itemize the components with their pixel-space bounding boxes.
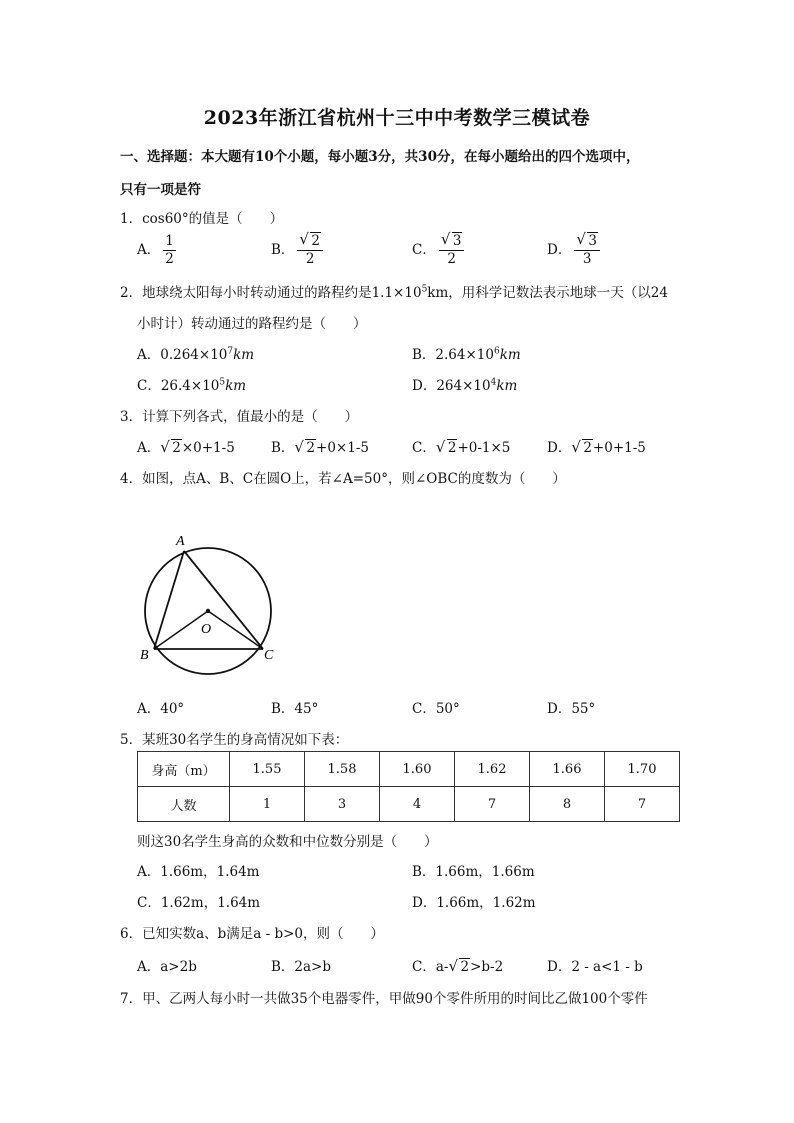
table-cell: 7: [605, 787, 680, 822]
label-a: A: [176, 534, 185, 549]
table-row: [138, 787, 680, 822]
q1-b-label: B．: [271, 242, 295, 258]
q1-b-fraction: √ $\frac{2}{2}$: [297, 233, 323, 268]
segment-oc: [208, 611, 263, 649]
q2-stem-line1: 2．地球绕太阳每小时转动通过的路程约是$1.1\times 10^5km$，用科学记数法表示地球一天（以24: [120, 284, 668, 301]
q5-option-c[interactable]: C．1.62m，1.64m: [137, 895, 261, 911]
q3-option-c[interactable]: C．√ 2+0-1×5: [412, 436, 510, 456]
center-point: [206, 609, 210, 613]
q4-option-d[interactable]: D．55°: [547, 701, 596, 717]
table-cell: 8: [530, 787, 605, 822]
q1-a-label: A．: [137, 242, 161, 258]
label-b: B: [140, 648, 149, 663]
q4-option-a[interactable]: A．40°: [137, 701, 185, 717]
q2-option-c[interactable]: C．$26.4\times 10^5km$: [137, 377, 247, 394]
label-c: C: [264, 648, 274, 663]
q5-option-d[interactable]: D．1.66m，1.62m: [412, 895, 536, 911]
q6-stem: 6．已知实数a、b满足a - b>0，则（ ）: [120, 926, 385, 942]
circle-figure: [133, 528, 283, 678]
q6-option-b[interactable]: B．2a>b: [271, 959, 332, 975]
page-title: 2023年浙江省杭州十三中中考数学三模试卷: [203, 107, 591, 129]
q5-option-a[interactable]: A．1.66m，1.64m: [137, 864, 260, 880]
table-cell: 1.66: [530, 752, 605, 787]
segment-ab: [154, 551, 184, 649]
q1-option-c[interactable]: [412, 233, 464, 268]
table-cell: 7: [455, 787, 530, 822]
q1-d-fraction: √ $\frac{3}{3}$: [574, 233, 600, 268]
q1-a-fraction: $\frac{1}{2}$: [165, 233, 174, 267]
q3-option-d[interactable]: D．√ 2+0+1-5: [547, 436, 646, 456]
table-cell: 1.70: [605, 752, 680, 787]
q7-stem: 7．甲、乙两人每小时一共做35个电器零件，甲做90个零件所用的时间比乙做100个零件: [120, 991, 648, 1007]
q2-option-b[interactable]: B．$2.64\times 10^6km$: [412, 346, 521, 363]
q3-option-a[interactable]: A．√ 2×0+1-5: [137, 436, 235, 456]
q6-option-c[interactable]: C．a-√ 2>b-2: [412, 955, 503, 975]
q6-option-a[interactable]: A．a>2b: [137, 959, 197, 975]
table-cell: 1.60: [380, 752, 455, 787]
table-cell: 3: [305, 787, 380, 822]
q1-stem: 1．cos60°的值是（ ）: [120, 211, 284, 227]
label-o: O: [201, 622, 212, 637]
segment-ob: [154, 611, 208, 649]
height-table: [137, 751, 680, 822]
section-heading: 一、选择题：本大题有10个小题，每小题3分，共30分，在每小题给出的四个选项中，: [120, 149, 640, 165]
q2-option-d[interactable]: D．$264\times 10^4km$: [412, 377, 518, 394]
q5-option-b[interactable]: B．1.66m，1.66m: [412, 864, 535, 880]
q3-option-b[interactable]: B．√ 2+0×1-5: [271, 436, 369, 456]
q1-option-b[interactable]: [271, 233, 323, 268]
q2-option-a[interactable]: A．$0.264\times 10^7km$: [137, 346, 255, 363]
table-row: [138, 752, 680, 787]
q4-option-b[interactable]: B．45°: [271, 701, 319, 717]
q4-option-c[interactable]: C．50°: [412, 701, 460, 717]
q1-option-d[interactable]: [547, 233, 600, 268]
table-cell: 1.55: [230, 752, 305, 787]
table-cell: 1.58: [305, 752, 380, 787]
table-cell: 1.62: [455, 752, 530, 787]
table-cell: 身高（m）: [138, 752, 230, 787]
table-cell: 4: [380, 787, 455, 822]
q6-option-d[interactable]: D．2 - a<1 - b: [547, 959, 643, 975]
q1-c-label: C．: [412, 242, 436, 258]
table-cell: 人数: [138, 787, 230, 822]
q1-option-a[interactable]: [137, 233, 176, 268]
table-cell: 1: [230, 787, 305, 822]
section-heading-cont: 只有一项是符: [120, 182, 201, 198]
q5-question: 则这30名学生身高的众数和中位数分别是（ ）: [137, 834, 438, 850]
q1-d-label: D．: [547, 242, 572, 258]
q3-stem: 3．计算下列各式，值最小的是（ ）: [120, 409, 359, 425]
q5-stem: 5．某班30名学生的身高情况如下表：: [120, 732, 349, 748]
q2-stem-line2: 小时计）转动通过的路程约是（ ）: [137, 316, 367, 332]
q4-stem: 4．如图，点A、B、C在圆O上，若∠A=50°，则∠OBC的度数为（ ）: [120, 471, 566, 487]
q1-c-fraction: √ $\frac{3}{2}$: [439, 233, 465, 268]
